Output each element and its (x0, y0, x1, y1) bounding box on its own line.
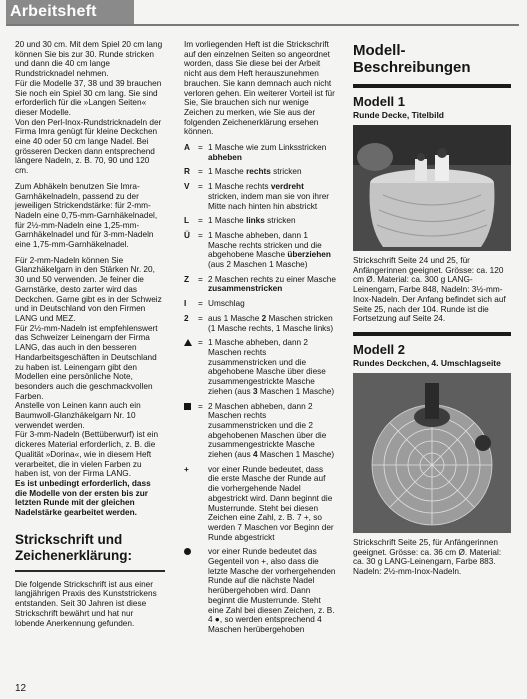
legend-row (184, 338, 336, 396)
legend-text-pre: 1 Masche wie zum Linksstricken (208, 143, 327, 153)
legend-symbol: R (184, 167, 190, 177)
model-2-photo (353, 373, 511, 533)
legend-equals: = (198, 401, 203, 411)
legend-symbol: V (184, 182, 190, 192)
legend-equals: = (198, 299, 203, 309)
column-middle (184, 40, 336, 640)
paragraph: Für 2½-mm-Nadeln ist empfehlenswert das Schweizer Leinengarn der Firma LANG, das auch in den besseren Handarbeitsgeschäften in Deutschland zu haben ist. Leinengarn gibt den Modellen eine persönliche Note, besonders auch die geschmackvollen Farben. (15, 323, 158, 401)
legend-text-pre: 1 Masche (208, 167, 247, 177)
model-1-photo (353, 125, 511, 251)
legend-text-pre: vor einer Runde bedeutet, dass die erste Masche der Runde auf die vorhergehende Nadel abgestrickt wird. Dann beginnt die Musterrunde. Steht bei diesen Zeichen eine Zahl, z. B. 7 +, so werden 7 Maschen vor Beginn der Runde abgestrickt (208, 464, 334, 542)
legend-equals: = (198, 230, 203, 240)
model-rule (353, 84, 511, 88)
triangle-symbol-icon (184, 338, 198, 396)
legend-equals: = (198, 338, 203, 348)
square-symbol-icon (184, 402, 198, 460)
legend-symbol: + (184, 464, 189, 474)
legend-row (184, 275, 336, 294)
legend-text-bold: zusammenstricken (208, 284, 283, 294)
legend-description (208, 216, 336, 226)
legend-symbol: L (184, 216, 190, 226)
legend-text-post: Maschen 1 Masche) (257, 450, 335, 460)
legend-description (208, 231, 336, 270)
legend-symbol: I (184, 299, 187, 309)
legend-symbol: Ü (184, 230, 190, 240)
column-left (15, 40, 163, 634)
paragraph-intro: Im vorliegenden Heft ist die Strickschrift auf den einzelnen Seiten so angeordnet worden, dass Sie diese bei der Arbeit nicht aus dem Heft herauszunehmen brauchen. Sie kann demnach auch nicht verloren gehen. Ein weiterer Vorteil ist für Sie, Sie brauchen sich nur wenige Zeichen zu merken, wie Sie aus der folgenden Zeichenerklärung ersehen können. (184, 40, 335, 137)
legend-equals (198, 465, 208, 543)
legend-equals: = (198, 167, 203, 177)
legend-text-pre: 1 Masche abheben, dann 1 Masche rechts stricken und die abgehobene Masche (208, 230, 322, 260)
legend-text-pre: vor einer Runde bedeutet das Gegenteil von +, also dass die letzte Masche der vorhergehenden Runde auf die nächste Nadel herübergehoben wird. Dann beginnt die Musterrunde. Steht eine Zahl bei diesen Zeichen, z. B. 4 ●, so werden entsprechend 4 Maschen herübergehoben (208, 547, 336, 634)
legend-text-pre: Umschlag (208, 299, 245, 309)
section-title: Strickschrift und Zeichenerklärung: (15, 531, 133, 563)
section-rule (15, 570, 165, 572)
paragraph-emphasis: Es ist unbedingt erforderlich, dass die Modelle von der ersten bis zur letzten Runde mit der gleichen Nadelstärke gearbeitet werden. (15, 478, 151, 518)
legend-text-bold: rechts (246, 167, 271, 177)
dot-symbol-icon (184, 547, 198, 634)
legend-text-pre: 1 Masche abheben, dann 2 Maschen rechts zusammenstricken und die abgehobene Masche über diese zusammengestrickte Masche ziehen (aus (208, 338, 326, 396)
legend-equals (198, 547, 208, 634)
legend-text-pre: 2 Maschen rechts zu einer Masche (208, 274, 336, 284)
legend-equals: = (198, 143, 203, 153)
legend-text-bold: links (246, 216, 265, 226)
paragraph: Von den Perl-Inox-Rundstricknadeln der Firma Imra genügt für kleine Deckchen eine 40 oder 50 cm lange Nadel. Bei grösseren Decken dann entsprechend längere Nadeln, z. B. 70, 90 und 120 cm. (15, 117, 162, 176)
round-doily-illustration (353, 373, 511, 533)
doily-table-illustration (353, 125, 511, 251)
paragraph: Zum Abhäkeln benutzen Sie Imra-Garnhäkelnadeln, passend zu der jeweiligen Strickendstärke: für 2-mm-Nadeln eine 0,75-mm-Garnhäkelnadel, für 2½-mm-Nadeln eine 1,25-mm-Garnhäkelnadel und für 3-mm-Nadeln eine 1,75-mm-Garnhäkelnadel. (15, 181, 158, 250)
legend-equals: = (198, 274, 203, 284)
paragraph: Für die Modelle 37, 38 und 39 brauchen Sie noch ein Spiel 30 cm lang. Sie sind erforderlich für die »Langen Seiten« dieser Modelle. (15, 78, 162, 117)
legend-text-pre: 1 Masche (208, 216, 247, 226)
legend-row (184, 167, 336, 177)
legend-symbol: Z (184, 274, 190, 284)
paragraph: Für 3-mm-Nadeln (Bettüberwurf) ist ein dickeres Material erforderlich, z. B. die Qualität »Dorina«, wie in diesem Heft verarbeitet, die in vielen Farben zu haben ist, von der Firma LANG. (15, 430, 159, 479)
legend-description (208, 314, 336, 333)
paragraph: Für 2-mm-Nadeln können Sie Glanzhäkelgarn in den Stärken Nr. 20, 30 und 50 verwenden. Je feiner die Garnstärke, desto zarter wird das Deckchen. Garne gibt es in der Schweiz und in Deutschland von den Firmen LANG und MEZ. (15, 255, 162, 323)
model-section-heading: Modell-Beschreibungen (353, 42, 471, 76)
legend-row (184, 314, 336, 333)
legend-row (184, 143, 336, 162)
paragraph: Anstelle von Leinen kann auch ein Baumwoll-Glanzhäkelgarn Nr. 10 verwendet werden. (15, 401, 141, 430)
legend-description (208, 402, 336, 460)
legend-description (208, 465, 336, 543)
model-rule (353, 332, 511, 336)
legend-equals: = (198, 182, 203, 192)
legend-text-pre: 2 Maschen abheben, dann 2 Maschen rechts zusammenstricken und die 2 abgehobenen Maschen über die zusammengestrickte Masche ziehen (aus (208, 401, 327, 460)
legend-text-bold: abheben (208, 152, 242, 162)
legend-description (208, 167, 336, 177)
legend-text-bold: überziehen (287, 250, 331, 260)
legend-description (208, 143, 336, 162)
legend-row (184, 402, 336, 460)
legend-text-post: Maschen 1 Masche) (257, 386, 335, 396)
legend-row (184, 299, 336, 309)
model-1-subtitle: Runde Decke, Titelbild (353, 110, 445, 120)
model-1-title: Modell 1 (353, 94, 406, 109)
legend-description (208, 338, 336, 396)
header-rule (6, 24, 519, 26)
legend-description (208, 299, 336, 309)
page-header (0, 0, 527, 34)
model-2-subtitle: Rundes Deckchen, 4. Umschlagseite (353, 357, 501, 368)
legend-equals: = (198, 216, 203, 226)
legend-text-pre: 1 Masche rechts (208, 182, 271, 192)
legend-equals: = (198, 313, 203, 323)
legend-row (184, 216, 336, 226)
column-right (353, 40, 511, 577)
legend-text-pre: aus 1 Masche (208, 313, 262, 323)
model-1-description: Strickschrift Seite 24 und 25, für Anfängerinnen geeignet. Grösse: ca. 120 cm Ø. Material: ca. 300 g LANG-Leinengarn, Farbe 848, Nadeln: 3½-mm-Inox-Nadeln. Der Anfang befindet sich auf Seite 25, nach der 104. Runde ist die Fortsetzung auf Seite 24. (353, 256, 506, 324)
legend-text-bold: 3 (252, 386, 258, 396)
legend-description (208, 275, 336, 294)
legend-description (208, 182, 336, 211)
legend-symbol: 2 (184, 313, 189, 323)
legend-row (184, 231, 336, 270)
symbol-legend (184, 143, 336, 635)
legend-text-bold: verdreht (270, 182, 304, 192)
legend-text-post: Maschen stricken (1 Masche rechts, 1 Masche links) (208, 313, 334, 333)
legend-symbol: A (184, 143, 190, 153)
legend-text-bold: 2 (261, 313, 267, 323)
paragraph: 20 und 30 cm. Mit dem Spiel 20 cm lang können Sie bis zur 30. Runde stricken und dann die 40 cm lange Rundstricknadel nehmen. (15, 40, 163, 79)
legend-row (184, 182, 336, 211)
legend-text-post: stricken (264, 216, 296, 226)
legend-row (184, 465, 336, 543)
legend-text-post: stricken (270, 167, 302, 177)
legend-text-post: stricken, indem man sie von ihrer Mitte nach hinten hin abstrickt (208, 191, 330, 211)
legend-text-bold: 4 (252, 450, 258, 460)
legend-description (208, 547, 336, 634)
legend-text-post: (aus 2 Maschen 1 Masche) (208, 260, 308, 270)
page-title: Arbeitsheft (10, 3, 97, 20)
paragraph: Die folgende Strickschrift ist aus einer langjährigen Praxis des Kunststrickens entstanden. Seit 30 Jahren ist diese Strickschrift bewährt und hat nur lobende Anerkennung gefunden. (15, 579, 157, 628)
model-2-description: Strickschrift Seite 25, für Anfängerinnen geeignet. Grösse: ca. 36 cm Ø. Material: ca. 30 g LANG-Leinengarn, Farbe 883. Nadeln: 2½-mm-Inox-Nadeln. (353, 537, 502, 577)
page-number: 12 (15, 683, 27, 694)
legend-row (184, 547, 336, 634)
model-2-title: Modell 2 (353, 341, 406, 357)
